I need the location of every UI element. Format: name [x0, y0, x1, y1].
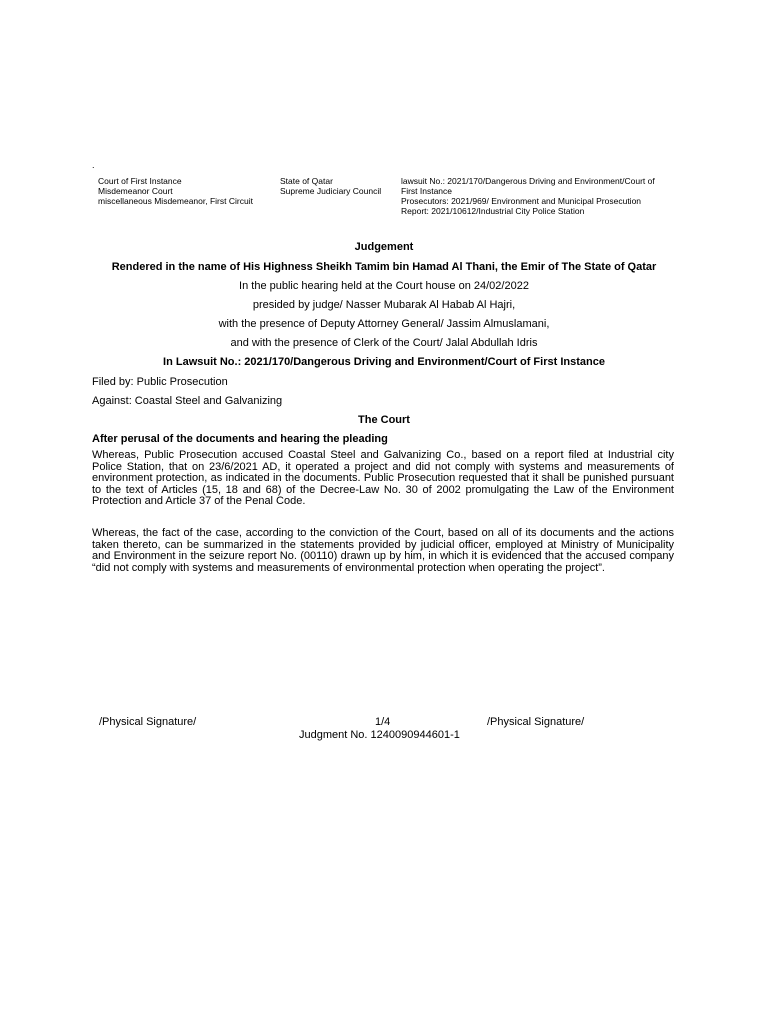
header-lawsuit-number: lawsuit No.: 2021/170/Dangerous Driving and Environment/Court of First Instance: [401, 176, 655, 196]
paragraph-accusation: Whereas, Public Prosecution accused Coastal Steel and Galvanizing Co., based on a report filed at Industrial city Police Station, that on 23/6/2021 AD, it operated a project and did not comply with systems and measurements of environment protection, as indicated in the documents. Public Prosecution requested that it shall be punished pursuant to the text of Articles (15, 18 and 68) of the Decree-Law No. 30 of 2002 promulgating the Law of the Environment Protection and Article 37 of the Penal Code.: [92, 449, 674, 508]
judgment-number: Judgment No. 1240090944601-1: [299, 729, 460, 741]
paragraph-facts: Whereas, the fact of the case, according to the conviction of the Court, based on all of its documents and the actions taken thereto, can be summarized in the statements provided by judicial officer, employed at Ministry of Municipality and Environment in the seizure report No. (00110) drawn up by him, in which it is evidenced that the accused company “did not comply with systems and measurements of environmental protection when operating the project”.: [92, 527, 674, 574]
council-name: Supreme Judiciary Council: [280, 186, 382, 196]
deputy-line: with the presence of Deputy Attorney General/ Jassim Almuslamani,: [218, 318, 550, 330]
page-number: 1/4: [375, 716, 391, 728]
header-prosecutors: Prosecutors: 2021/969/ Environment and Municipal Prosecution: [401, 196, 642, 206]
filed-by-line: Filed by: Public Prosecution: [92, 376, 228, 388]
judgement-title: Judgement: [354, 241, 414, 253]
court-name: Court of First Instance: [98, 176, 182, 186]
header-left-block: [98, 176, 253, 206]
perusal-heading: After perusal of the documents and hearing the pleading: [92, 433, 388, 445]
header-middle-block: [280, 176, 381, 196]
clerk-line: and with the presence of Clerk of the Court/ Jalal Abdullah Idris: [230, 337, 538, 349]
lawsuit-line: In Lawsuit No.: 2021/170/Dangerous Driving and Environment/Court of First Instance: [163, 356, 605, 368]
header-report: Report: 2021/10612/Industrial City Police Station: [401, 206, 585, 216]
hearing-line: In the public hearing held at the Court house on 24/02/2022: [239, 280, 529, 292]
state-name: State of Qatar: [280, 176, 333, 186]
court-type: Misdemeanor Court: [98, 186, 173, 196]
rendered-line: Rendered in the name of His Highness Sheikh Tamim bin Hamad Al Thani, the Emir of The State of Qatar: [111, 261, 657, 273]
court-heading: The Court: [358, 414, 410, 426]
presided-line: presided by judge/ Nasser Mubarak Al Habab Al Hajri,: [252, 299, 516, 311]
court-circuit: miscellaneous Misdemeanor, First Circuit: [98, 196, 253, 206]
signature-right: /Physical Signature/: [487, 716, 585, 728]
signature-left: /Physical Signature/: [99, 716, 197, 728]
header-right-block: [401, 176, 666, 216]
against-line: Against: Coastal Steel and Galvanizing: [92, 395, 283, 407]
header-dot: .: [92, 160, 95, 170]
